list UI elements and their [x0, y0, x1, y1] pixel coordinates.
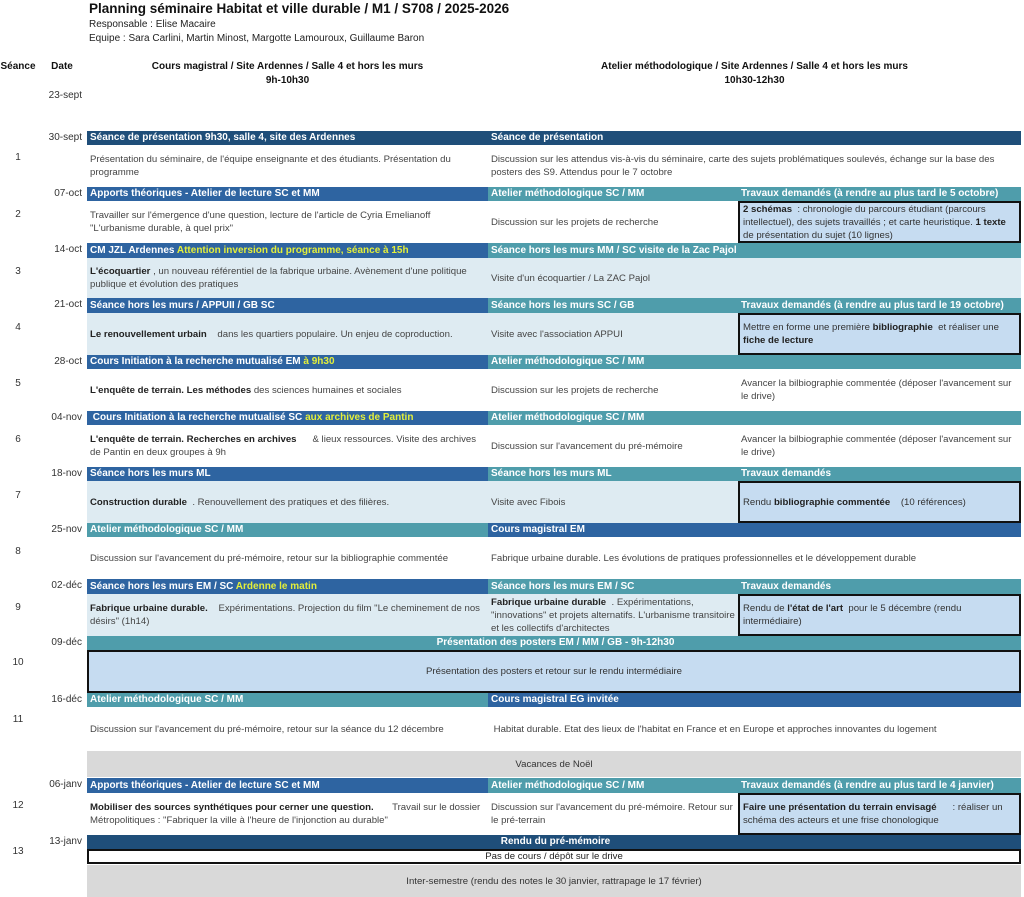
cell-text	[90, 694, 243, 705]
session-content-c	[87, 313, 488, 355]
section-band-d	[488, 778, 738, 793]
text-segment: Faire une présentation du terrain envisagé	[743, 802, 937, 813]
text-segment: Travaux demandés (à rendre au plus tard le 4 janvier)	[741, 780, 994, 791]
text-segment: Discussion sur l'avancement du pré-mémoire, retour sur la séance du 12 décembre	[90, 723, 444, 735]
text-segment: Visite d'un écoquartier / La ZAC Pajol	[491, 272, 650, 284]
cell-text	[90, 524, 243, 535]
session-content-de	[488, 145, 1021, 186]
inter-semestre-label: Inter-semestre (rendu des notes le 30 janvier, rattrapage le 17 février)	[406, 875, 702, 887]
cell-text	[491, 723, 937, 736]
text-segment: bibliographie commentée	[773, 496, 891, 508]
text-segment: : chronologie du parcours étudiant (parcours intellectuel), des sujets travaillés ; et carte heuristique.	[743, 203, 989, 228]
text-segment: bibliographie	[872, 322, 933, 333]
cell-text	[90, 723, 444, 736]
column-header-date: Date	[51, 61, 73, 72]
text-segment: Mobiliser des sources synthétiques pour cerner une question.	[90, 802, 374, 813]
text-segment: Séance hors les murs / APPUII / GB SC	[90, 300, 275, 311]
section-band-d	[488, 298, 738, 313]
page-title: Planning séminaire Habitat et ville durable / M1 / S708 / 2025-2026	[89, 1, 510, 16]
text-segment: Apports théoriques - Atelier de lecture SC et MM	[90, 780, 320, 791]
text-segment: Construction durable	[90, 496, 188, 508]
session-content-de	[488, 258, 1021, 298]
text-segment: Travaux demandés	[741, 581, 832, 592]
text-segment: Visite avec Fibois	[491, 496, 566, 508]
text-segment: CM JZL Ardennes	[90, 245, 177, 256]
section-band-d	[488, 187, 738, 201]
section-band-d	[488, 579, 738, 594]
date-label: 04-nov	[51, 412, 82, 423]
text-segment: . Renouvellement des pratiques et des filières.	[187, 496, 390, 508]
section-band-c	[87, 693, 488, 707]
section-band-e	[738, 298, 1021, 313]
cell-text	[491, 524, 585, 535]
cell-text	[741, 188, 998, 199]
text-segment: Le renouvellement urbain	[90, 328, 207, 340]
text-segment: Discussion sur les projets de recherche	[491, 216, 659, 228]
cell-text	[90, 153, 485, 179]
section-band-e	[738, 778, 1021, 793]
text-segment: Apports théoriques - Atelier de lecture SC et MM	[90, 188, 320, 199]
cell-text	[491, 780, 644, 791]
section-band-de	[488, 411, 1021, 425]
cell-text	[90, 245, 409, 256]
section-band-c	[87, 523, 488, 537]
session-content-de	[488, 537, 1021, 579]
cell-text	[485, 850, 623, 863]
text-segment: Travail sur le dossier Métropolitiques : "Fabriquer la ville à l'heure de l'injonction au durable"	[90, 802, 483, 826]
cell-text	[743, 801, 1016, 827]
text-segment: Pas de cours / dépôt sur le drive	[485, 851, 623, 862]
assignment-box	[87, 849, 1021, 864]
text-segment: : réaliser un schéma des acteurs et une frise chonologique	[743, 802, 1006, 826]
text-segment: Séance hors les murs ML	[90, 468, 211, 479]
session-content-c	[87, 425, 488, 467]
text-segment: Rendu de	[743, 603, 788, 614]
session-content-d	[488, 313, 738, 355]
highlight-text: Ardenne le matin	[235, 581, 317, 592]
cell-text	[90, 265, 485, 291]
highlight-text: Attention inversion du programme, séance à 15h	[176, 245, 409, 256]
session-content-e	[738, 369, 1021, 411]
session-content-d	[488, 425, 738, 467]
column-header-cm: Cours magistral / Site Ardennes / Salle 4 et hors les murs	[151, 61, 424, 72]
section-band-c	[87, 187, 488, 201]
responsable: Responsable : Elise Macaire	[89, 19, 216, 30]
text-segment: Cours magistral EG invitée	[491, 694, 619, 705]
cell-text	[491, 356, 644, 367]
date-label: 13-janv	[49, 836, 82, 847]
section-band-de	[488, 523, 1021, 537]
section-band-full	[87, 835, 1021, 849]
cell-text	[501, 836, 610, 847]
text-segment: Avancer la bilbiographie commentée (déposer l'avancement sur le drive)	[741, 434, 1015, 458]
section-band-c	[87, 411, 488, 425]
cell-text	[90, 496, 389, 509]
cell-text	[90, 412, 413, 423]
text-segment: Séance hors les murs SC / GB	[491, 300, 635, 311]
cell-text	[90, 801, 485, 827]
section-band-full	[87, 636, 1021, 650]
cell-text	[491, 132, 603, 143]
section-band-c	[87, 243, 488, 258]
text-segment: Fabrique urbaine durable. Les évolutions de pratiques professionnelles et le développement durable	[491, 552, 917, 564]
inter-semestre-row	[87, 865, 1021, 897]
cell-text	[90, 132, 355, 143]
seance-number: 6	[15, 434, 21, 445]
column-header-seance: Séance	[0, 61, 36, 72]
cell-text	[491, 468, 612, 479]
text-segment: Discussion sur l'avancement du pré-mémoire	[491, 440, 683, 452]
section-band-c	[87, 778, 488, 793]
text-segment: Habitat durable. Etat des lieux de l'habitat en France et en Europe et approches innovantes du logement	[491, 723, 937, 735]
session-content-d	[488, 481, 738, 523]
session-content-d	[488, 201, 738, 243]
assignment-box	[738, 313, 1021, 355]
text-segment: Fabrique urbaine durable.	[90, 603, 208, 614]
section-band-c	[87, 579, 488, 594]
session-content-d	[488, 369, 738, 411]
text-segment: Avancer la bilbiographie commentée (déposer l'avancement sur le drive)	[741, 378, 1015, 402]
cell-text	[491, 216, 658, 229]
text-segment: Discussion sur les attendus vis-à-vis du séminaire, carte des sujets problématiques soulevés, échange sur la base des posters des S9. Attendus pour le 7 octobre	[491, 153, 998, 178]
cell-text	[491, 300, 634, 311]
assignment-box	[738, 793, 1021, 835]
cell-text	[437, 637, 675, 648]
assignment-box	[87, 650, 1021, 693]
date-label: 21-oct	[54, 299, 82, 310]
section-band-de	[488, 131, 1021, 145]
date-label: 28-oct	[54, 356, 82, 367]
cell-text	[741, 581, 831, 592]
cell-text	[90, 384, 402, 397]
seance-number: 1	[15, 152, 21, 163]
text-segment: . Expérimentations, "innovations" et projets alternatifs. L'urbanisme transitoire et les collectifs d'architectes	[491, 596, 738, 634]
text-segment: & lieux ressources. Visite des archives de Pantin en deux groupes à 9h	[90, 434, 479, 458]
cell-text	[491, 581, 634, 592]
text-segment: Discussion sur les projets de recherche	[491, 384, 659, 396]
seance-number: 11	[12, 714, 24, 725]
text-segment: Discussion sur l'avancement du pré-mémoire, retour sur la bibliographie commentée	[90, 552, 449, 564]
text-segment: Cours Initiation à la recherche mutualisé SC	[90, 412, 306, 423]
text-segment: Séance hors les murs EM / SC	[491, 581, 635, 592]
cell-text	[90, 433, 485, 459]
text-segment: Mettre en forme une première	[743, 322, 873, 333]
seance-number: 2	[15, 209, 21, 220]
text-segment: Discussion sur l'avancement du pré-mémoire. Retour sur le pré-terrain	[491, 802, 736, 826]
text-segment: , un nouveau référentiel de la fabrique urbaine. Avènement d'une politique publique et évolution des pratiques	[90, 266, 470, 290]
text-segment: Cours Initiation à la recherche mutualisé EM	[90, 356, 304, 367]
seance-number: 10	[12, 657, 24, 668]
session-content-c	[87, 537, 488, 579]
text-segment: fiche de lecture	[743, 335, 814, 346]
section-band-c	[87, 467, 488, 481]
cell-text	[743, 496, 966, 509]
text-segment: Présentation des posters et retour sur le rendu intermédiaire	[426, 666, 682, 677]
session-content-d	[488, 793, 738, 835]
text-segment: Atelier méthodologique SC / MM	[90, 524, 244, 535]
cell-text	[90, 780, 320, 791]
assignment-box	[738, 481, 1021, 523]
cell-text	[741, 300, 1004, 311]
text-segment: Séance hors les murs EM / SC	[90, 581, 236, 592]
section-band-e	[738, 579, 1021, 594]
cell-text	[90, 602, 485, 628]
text-segment: Fabrique urbaine durable	[491, 596, 607, 608]
date-label: 09-déc	[51, 637, 82, 648]
date-label: 30-sept	[48, 132, 82, 143]
cell-text	[491, 412, 644, 423]
text-segment: Présentation du séminaire, de l'équipe enseignante et des étudiants. Présentation du programme	[90, 153, 454, 178]
cell-text	[90, 300, 275, 311]
session-content-c	[87, 594, 488, 636]
date-label: 02-déc	[51, 580, 82, 591]
text-segment: L'écoquartier	[90, 266, 151, 277]
text-segment: Travaux demandés (à rendre au plus tard le 5 octobre)	[741, 188, 999, 199]
text-segment: Atelier méthodologique SC / MM	[491, 356, 645, 367]
cell-text	[743, 321, 1016, 347]
section-band-de	[488, 693, 1021, 707]
text-segment: Présentation des posters EM / MM / GB - 9h-12h30	[436, 637, 675, 648]
cell-text	[491, 153, 1018, 179]
cell-text	[741, 433, 1018, 459]
date-label: 18-nov	[51, 468, 82, 479]
column-header-atelier: Atelier méthodologique / Site Ardennes / Salle 4 et hors les murs	[601, 61, 908, 72]
cell-text	[743, 602, 1016, 628]
text-segment: des sciences humaines et sociales	[251, 384, 402, 396]
cell-text	[491, 801, 735, 827]
text-segment: Rendu	[743, 496, 774, 508]
cell-text	[90, 552, 448, 565]
assignment-box	[738, 594, 1021, 636]
cell-text	[90, 188, 320, 199]
cell-text	[743, 203, 1016, 242]
text-segment: de présentation du sujet (10 lignes)	[743, 216, 1009, 241]
section-band-e	[738, 467, 1021, 481]
text-segment: Séance de présentation	[491, 132, 604, 143]
text-segment: L'enquête de terrain. Les méthodes	[90, 384, 252, 396]
session-content-c	[87, 369, 488, 411]
text-segment: pour le 5 décembre (rendu intermédiaire)	[743, 603, 965, 627]
text-segment: (10 références)	[890, 496, 966, 508]
seance-number: 3	[15, 266, 21, 277]
session-content-c	[87, 145, 488, 186]
cell-text	[90, 581, 317, 592]
text-segment: L'enquête de terrain. Recherches en archives	[90, 434, 297, 445]
text-segment: Travaux demandés	[741, 468, 832, 479]
vacances-label: Vacances de Noël	[515, 758, 593, 770]
text-segment: Atelier méthodologique SC / MM	[491, 188, 645, 199]
session-content-c	[87, 481, 488, 523]
session-content-c	[87, 707, 488, 751]
text-segment: Travailler sur l'émergence d'une question, lecture de l'article de Cyria Emelianoff "L'urbanisme durable, à quel prix"	[90, 210, 434, 234]
session-content-e	[738, 425, 1021, 467]
cell-text	[741, 468, 831, 479]
section-band-de	[488, 243, 1021, 258]
cell-text	[491, 552, 916, 565]
session-content-c	[87, 793, 488, 835]
text-segment: 2 schémas	[743, 203, 793, 215]
highlight-text: aux archives de Pantin	[305, 412, 414, 423]
cell-text	[491, 384, 658, 397]
cell-text	[491, 272, 650, 285]
text-segment: Rendu du pré-mémoire	[500, 836, 611, 847]
cell-text	[491, 694, 619, 705]
cell-text	[741, 377, 1018, 403]
text-segment: Atelier méthodologique SC / MM	[491, 780, 645, 791]
cell-text	[90, 356, 335, 367]
session-content-c	[87, 258, 488, 298]
cell-text	[741, 780, 994, 791]
text-segment: l'état de l'art	[787, 603, 844, 614]
date-label: 16-déc	[51, 694, 82, 705]
section-band-c	[87, 355, 488, 369]
section-band-c	[87, 131, 488, 145]
text-segment: Cours magistral EM	[491, 524, 585, 535]
text-segment: Atelier méthodologique SC / MM	[90, 694, 244, 705]
text-segment: Séance hors les murs MM / SC visite de la Zac Pajol	[491, 245, 737, 256]
cell-text	[491, 245, 737, 256]
date-label: 14-oct	[54, 244, 82, 255]
text-segment: Travaux demandés (à rendre au plus tard le 19 octobre)	[741, 300, 1004, 311]
cell-text	[90, 328, 453, 341]
date-label: 07-oct	[54, 188, 82, 199]
text-segment: Atelier méthodologique SC / MM	[491, 412, 645, 423]
text-segment: et réaliser une	[932, 322, 1002, 333]
column-header-atelier-time: 10h30-12h30	[724, 75, 785, 86]
section-band-e	[738, 187, 1021, 201]
date-label: 25-nov	[51, 524, 82, 535]
seance-number: 12	[12, 800, 24, 811]
section-band-de	[488, 355, 1021, 369]
text-segment: dans les quartiers populaire. Un enjeu de coproduction.	[206, 328, 453, 340]
seance-number: 7	[15, 490, 21, 501]
vacances-row	[87, 751, 1021, 777]
session-content-de	[488, 707, 1021, 751]
highlight-text: à 9h30	[303, 356, 335, 367]
seance-number: 4	[15, 322, 21, 333]
session-content-d	[488, 594, 738, 636]
column-header-cm-time: 9h-10h30	[265, 75, 310, 86]
section-band-d	[488, 467, 738, 481]
cell-text	[90, 209, 485, 235]
cell-text	[491, 496, 565, 509]
seance-number: 5	[15, 378, 21, 389]
session-content-c	[87, 201, 488, 243]
date-label: 06-janv	[49, 779, 82, 790]
text-segment: 1 texte	[975, 216, 1006, 228]
text-segment: Visite avec l'association APPUI	[491, 328, 623, 340]
cell-text	[426, 665, 682, 678]
seance-number: 13	[12, 846, 24, 857]
text-segment: Expérimentations. Projection du film "Le cheminement de nos désirs" (1h14)	[90, 603, 483, 627]
section-band-c	[87, 298, 488, 313]
equipe: Equipe : Sara Carlini, Martin Minost, Margotte Lamouroux, Guillaume Baron	[89, 33, 425, 44]
cell-text	[491, 596, 738, 635]
seance-number: 8	[15, 546, 21, 557]
assignment-box	[738, 201, 1021, 243]
cell-text	[491, 440, 683, 453]
text-segment: Séance hors les murs ML	[491, 468, 612, 479]
cell-text	[90, 468, 211, 479]
text-segment: Séance de présentation 9h30, salle 4, site des Ardennes	[90, 132, 356, 143]
seance-number: 9	[15, 602, 21, 613]
cell-text	[491, 188, 644, 199]
cell-text	[491, 328, 623, 341]
date-label: 23-sept	[48, 90, 82, 101]
